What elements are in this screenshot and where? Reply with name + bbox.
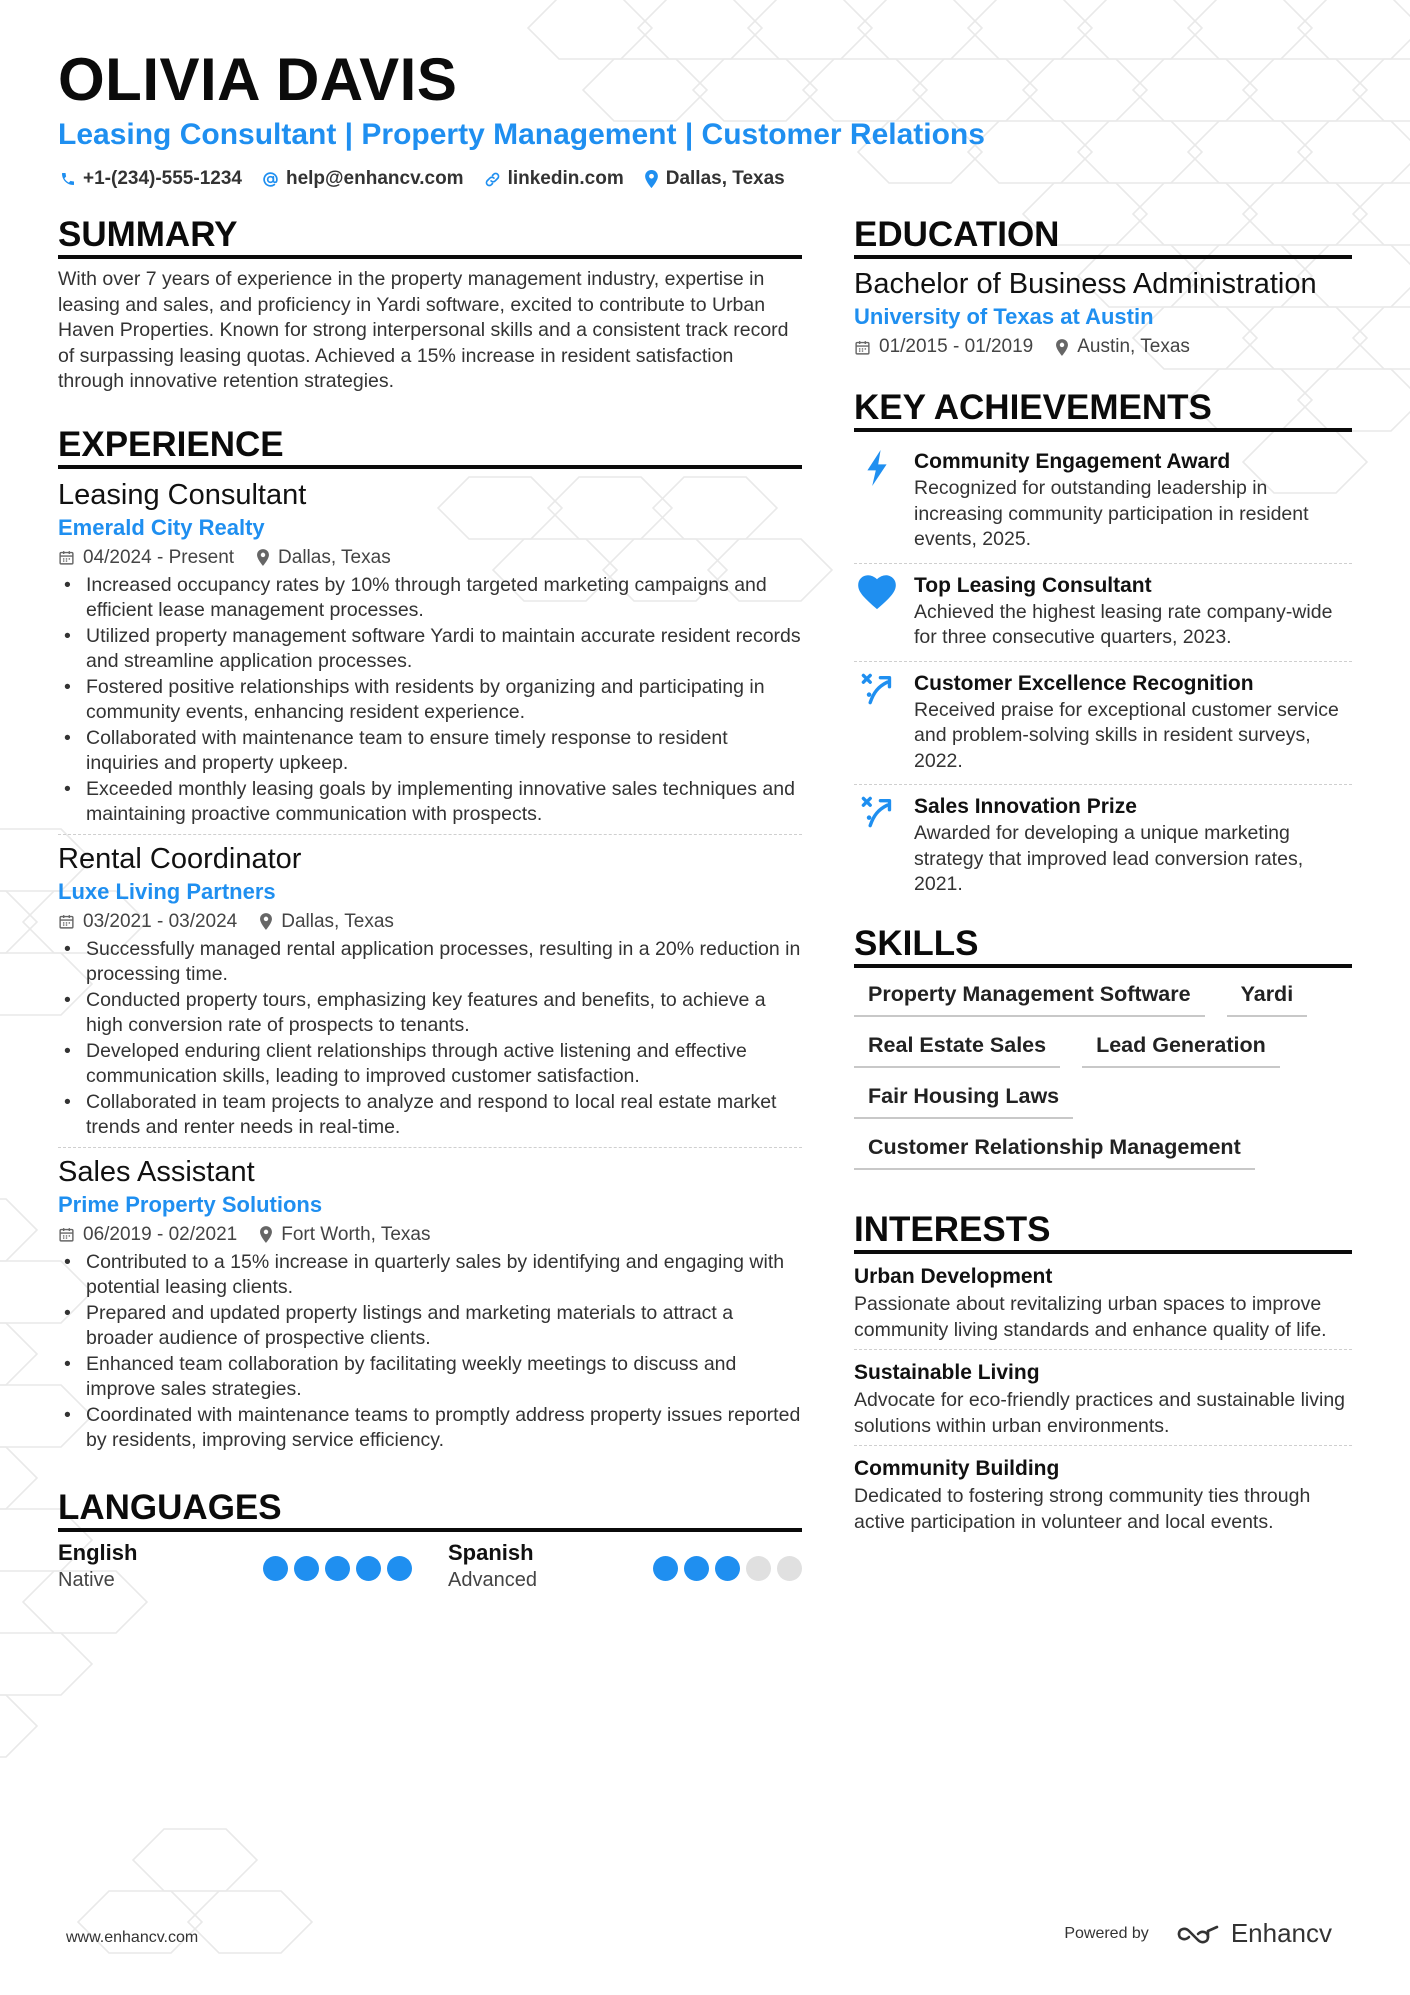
skill-tag: Yardi [1227,976,1308,1017]
language-rating [653,1556,802,1581]
linkedin-text: linkedin.com [507,168,624,189]
interest-desc: Passionate about revitalizing urban spaces to improve community living standards and enhance quality of life. [854,1293,1327,1341]
footer-website[interactable]: www.enhancv.com [66,1929,199,1946]
summary-text: With over 7 years of experience in the property management industry, expertise in leasing and sales, and proficiency in Yardi software, excited to contribute to Urban Haven Properties. Known for strong interpersonal skills and a consistent track record of surpassing leasing quotas. Achieved a 15% increase in resident satisfaction through innovative retention strategies. [58,268,789,393]
powered-by-label: Powered by [1064,1924,1149,1942]
at-sign-icon [262,171,279,188]
job-role: Sales Assistant [58,1155,255,1188]
education-dates: 01/2015 - 01/2019 [879,336,1034,358]
job-bullet: • Utilized property management software Yardi to maintain accurate resident records and streamline application processes. [58,624,802,675]
calendar-icon [58,1226,75,1243]
contact-location [644,168,785,190]
skill-tag: Real Estate Sales [854,1027,1060,1068]
phone-icon [60,171,76,187]
job-bullet: • Enhanced team collaboration by facilitating weekly meetings to discuss and improve sales strategies. [58,1352,802,1403]
language-item [58,1540,412,1594]
education-degree: Bachelor of Business Administration [854,268,1317,301]
education-location: Austin, Texas [1077,336,1190,358]
rating-dot-filled [653,1556,678,1581]
job-company: Emerald City Realty [58,514,265,540]
candidate-name: OLIVIA DAVIS [58,46,458,113]
job-bullet: • Exceeded monthly leasing goals by implementing innovative sales techniques and maintaining proactive communication with prospects. [58,777,802,828]
interest-title: Urban Development [854,1265,1053,1289]
job-location: Dallas, Texas [278,546,391,568]
job-dates: 03/2021 - 03/2024 [83,910,238,932]
location-pin-icon [644,170,659,188]
skill-tag: Property Management Software [854,976,1205,1017]
candidate-headline: Leasing Consultant | Property Management | Customer Relations [58,118,985,151]
job-role: Leasing Consultant [58,478,307,511]
job-bullets [58,573,802,828]
interest-item [854,1454,1352,1541]
email-text: help@enhancv.com [285,168,464,189]
language-name: English [58,1540,138,1566]
skill-tag: Fair Housing Laws [854,1078,1073,1119]
interests-heading: INTERESTS [854,1210,1352,1254]
job-meta [58,907,802,937]
job-company: Prime Property Solutions [58,1191,323,1217]
job-entry [58,477,802,835]
rating-dot-filled [325,1556,350,1581]
job-entry [58,1154,802,1460]
job-bullet: • Collaborated with maintenance team to ensure timely response to resident inquiries and property upkeep. [58,726,802,777]
skills-list [854,976,1352,1170]
contact-linkedin[interactable] [484,168,624,190]
rating-dot-filled [263,1556,288,1581]
language-name: Spanish [448,1540,534,1566]
location-pin-icon [259,1226,273,1243]
achievement-title: Top Leasing Consultant [914,573,1152,597]
job-role: Rental Coordinator [58,842,302,875]
calendar-icon [58,913,75,930]
achievement-title: Community Engagement Award [914,450,1231,474]
achievement-item [854,662,1352,786]
education-meta [854,332,1352,362]
job-meta [58,1220,802,1250]
job-bullet: • Developed enduring client relationships through active listening and effective communication skills, leading to improved customer satisfaction. [58,1039,802,1090]
languages-list [58,1540,802,1594]
education-heading: EDUCATION [854,215,1352,259]
skills-heading: SKILLS [854,924,1352,968]
language-rating [263,1556,412,1581]
rating-dot-filled [684,1556,709,1581]
job-location: Fort Worth, Texas [281,1223,431,1245]
achievement-title: Customer Excellence Recognition [914,671,1254,695]
job-bullet: • Conducted property tours, emphasizing key features and benefits, to achieve a high conversion rate of prospects to tenants. [58,988,802,1039]
interest-desc: Dedicated to fostering strong community ties through active participation in volunteer and local events. [854,1485,1311,1533]
experience-heading: EXPERIENCE [58,425,802,469]
brand-logo[interactable] [1175,1918,1332,1949]
interest-desc: Advocate for eco-friendly practices and sustainable living solutions within urban environments. [854,1389,1346,1437]
location-pin-icon [1055,339,1069,356]
job-meta [58,543,802,573]
job-bullet: • Successfully managed rental application processes, resulting in a 20% reduction in processing time. [58,937,802,988]
job-company: Luxe Living Partners [58,878,276,904]
achievement-desc: Received praise for exceptional customer service and problem-solving skills in resident surveys, 2022. [914,698,1339,772]
summary-heading: SUMMARY [58,215,802,259]
lightning-bolt-icon [864,450,890,486]
job-dates: 04/2024 - Present [83,546,235,568]
achievement-desc: Awarded for developing a unique marketing strategy that improved lead conversion rates, 2021. [914,822,1304,896]
location-pin-icon [256,549,270,566]
job-bullet: • Contributed to a 15% increase in quarterly sales by identifying and engaging with potential leasing clients. [58,1250,802,1301]
heart-icon [857,574,897,610]
interest-item [854,1358,1352,1446]
achievement-item [854,564,1352,662]
footer-branding [1064,1918,1332,1949]
calendar-icon [854,339,871,356]
strategy-arrow-icon [860,795,894,829]
language-level: Advanced [448,1569,537,1592]
job-bullets [58,1250,802,1454]
languages-heading: LANGUAGES [58,1488,802,1532]
job-bullet: • Coordinated with maintenance teams to promptly address property issues reported by residents, improving service efficiency. [58,1403,802,1454]
calendar-icon [58,549,75,566]
achievement-title: Sales Innovation Prize [914,795,1137,819]
job-bullet: • Prepared and updated property listings and marketing materials to attract a broader audience of prospective clients. [58,1301,802,1352]
achievement-desc: Recognized for outstanding leadership in increasing community participation in resident events, 2025. [914,477,1309,551]
contact-bar [60,168,785,190]
job-entry [58,841,802,1148]
job-location: Dallas, Texas [281,910,394,932]
achievement-item [854,785,1352,908]
interest-title: Community Building [854,1457,1060,1481]
right-column [854,215,1352,1549]
achievements-heading: KEY ACHIEVEMENTS [854,388,1352,432]
left-column [58,215,802,1594]
phone-text: +1-(234)-555-1234 [83,168,242,189]
achievement-item [854,440,1352,564]
link-icon [484,171,501,188]
rating-dot-filled [715,1556,740,1581]
location-text: Dallas, Texas [665,168,785,189]
skill-tag: Lead Generation [1082,1027,1280,1068]
achievement-desc: Achieved the highest leasing rate company-wide for three consecutive quarters, 2023. [914,600,1333,649]
interest-title: Sustainable Living [854,1361,1040,1385]
job-dates: 06/2019 - 02/2021 [83,1223,238,1245]
enhancv-logo-icon [1175,1922,1221,1946]
language-item [448,1540,802,1594]
contact-phone[interactable] [60,168,242,190]
brand-name: Enhancv [1230,1918,1332,1948]
contact-email[interactable] [262,168,464,190]
rating-dot-empty [777,1556,802,1581]
rating-dot-filled [387,1556,412,1581]
rating-dot-filled [294,1556,319,1581]
language-level: Native [58,1569,115,1592]
job-bullet: • Collaborated in team projects to analyze and respond to local real estate market trends and renter needs in real-time. [58,1090,802,1141]
rating-dot-empty [746,1556,771,1581]
job-bullet: • Increased occupancy rates by 10% through targeted marketing campaigns and efficient lease management processes. [58,573,802,624]
interest-item [854,1262,1352,1350]
skill-tag: Customer Relationship Management [854,1129,1255,1170]
job-bullets [58,937,802,1141]
strategy-arrow-icon [860,672,894,706]
location-pin-icon [259,913,273,930]
rating-dot-filled [356,1556,381,1581]
education-school: University of Texas at Austin [854,304,1154,330]
job-bullet: • Fostered positive relationships with residents by organizing and participating in community events, enhancing resident experience. [58,675,802,726]
